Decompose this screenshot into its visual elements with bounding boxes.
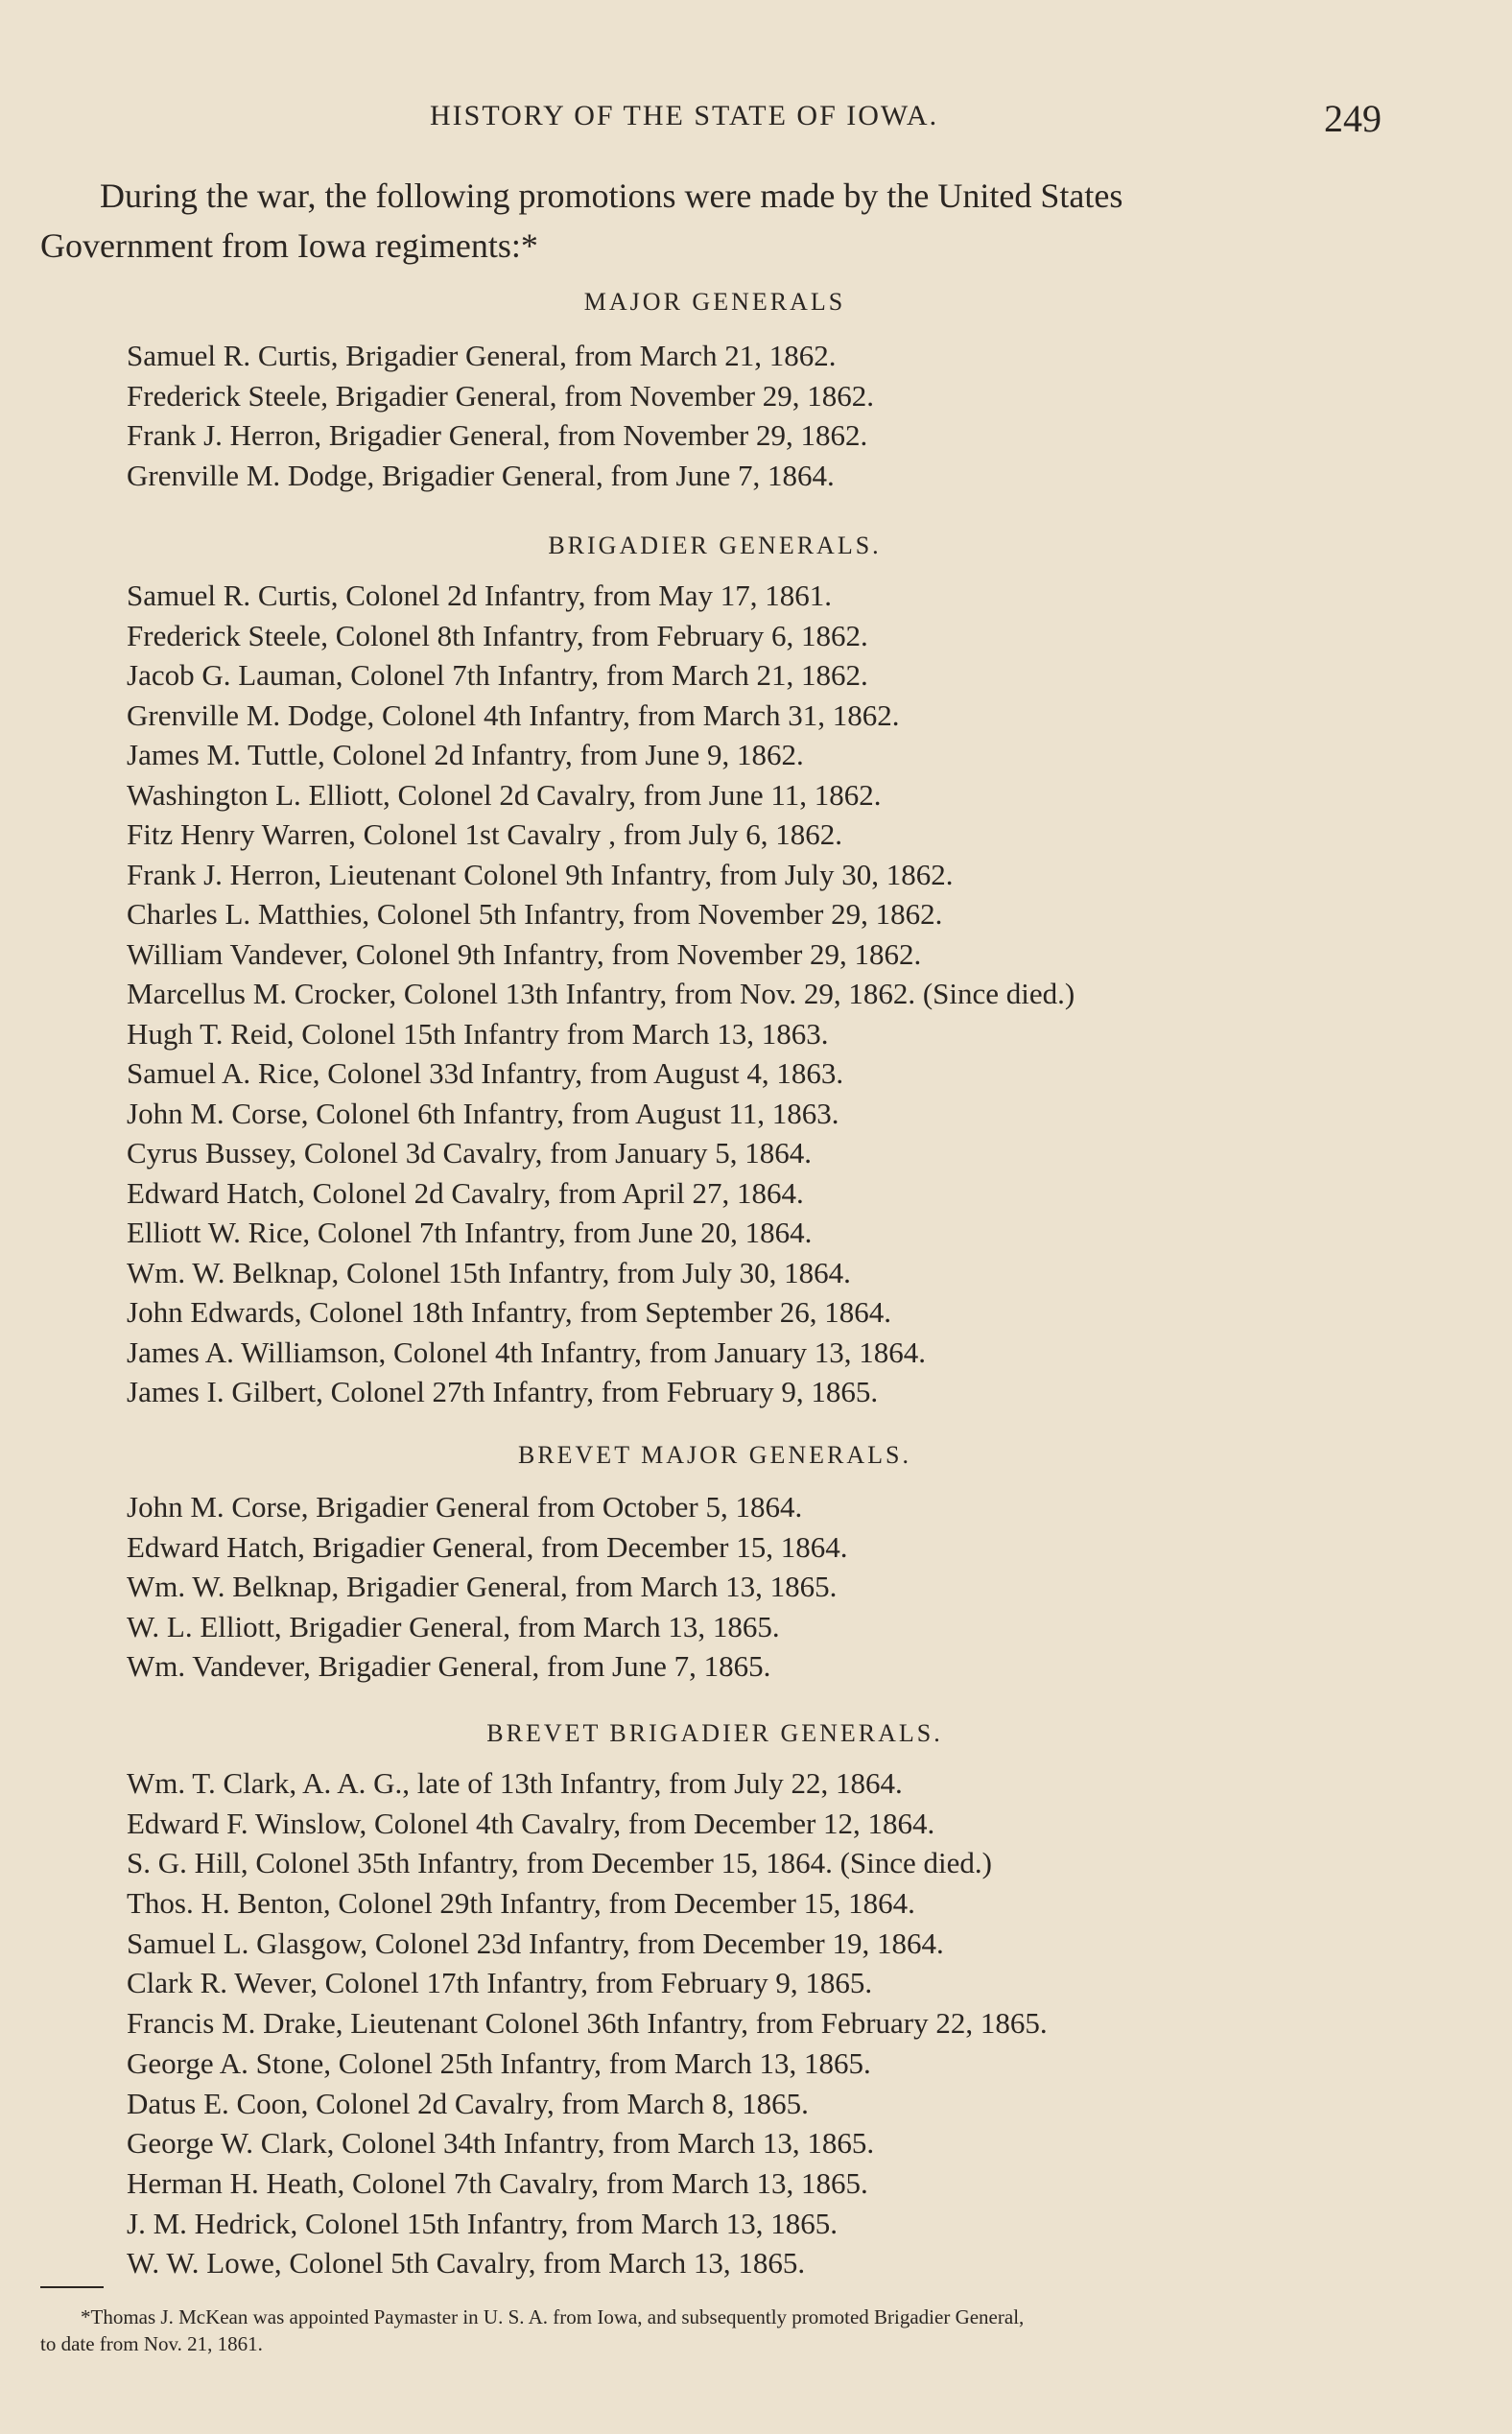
list-item: Cyrus Bussey, Colonel 3d Cavalry, from January 5, 1864. xyxy=(127,1136,813,1170)
list-item: James M. Tuttle, Colonel 2d Infantry, from June 9, 1862. xyxy=(127,738,804,771)
list-item: Frederick Steele, Brigadier General, from November 29, 1862. xyxy=(127,378,875,413)
intro-line: Government from Iowa regiments:* xyxy=(40,226,538,265)
page-number: 249 xyxy=(1324,97,1382,140)
list-item: Edward Hatch, Brigadier General, from December 15, 1864. xyxy=(127,1529,848,1564)
list-item: Frank J. Herron, Lieutenant Colonel 9th Infantry, from July 30, 1862. xyxy=(127,857,954,891)
footnote xyxy=(40,2304,1403,2357)
list-item: Wm. T. Clark, A. A. G., late of 13th Infantry, from July 22, 1864. xyxy=(127,1766,903,1800)
list-item: Wm. W. Belknap, Brigadier General, from March 13, 1865. xyxy=(127,1570,838,1603)
list-item: Samuel R. Curtis, Colonel 2d Infantry, from May 17, 1861. xyxy=(127,579,833,612)
list-item: Frank J. Herron, Brigadier General, from November 29, 1862. xyxy=(127,418,868,452)
list-item: Charles L. Matthies, Colonel 5th Infantry, from November 29, 1862. xyxy=(127,897,943,931)
list-item: Francis M. Drake, Lieutenant Colonel 36th Infantry, from February 22, 1865. xyxy=(127,2006,1048,2041)
list-item: William Vandever, Colonel 9th Infantry, from November 29, 1862. xyxy=(127,936,922,971)
running-title: HISTORY OF THE STATE OF IOWA. xyxy=(430,100,939,131)
list-item: George A. Stone, Colonel 25th Infantry, from March 13, 1865. xyxy=(127,2045,871,2080)
section-heading: MAJOR GENERALS xyxy=(583,288,846,316)
intro-paragraph xyxy=(40,171,1403,271)
list-item: Samuel L. Glasgow, Colonel 23d Infantry, from December 19, 1864. xyxy=(127,1926,944,1960)
list-item: James A. Williamson, Colonel 4th Infantry, from January 13, 1864. xyxy=(127,1335,927,1369)
list-item: Thos. H. Benton, Colonel 29th Infantry, from December 15, 1864. xyxy=(127,1886,915,1921)
list-item: Wm. W. Belknap, Colonel 15th Infantry, from July 30, 1864. xyxy=(127,1255,851,1289)
list-item: W. W. Lowe, Colonel 5th Cavalry, from March 13, 1865. xyxy=(127,2246,806,2280)
list-item: Jacob G. Lauman, Colonel 7th Infantry, from March 21, 1862. xyxy=(127,658,868,692)
running-head xyxy=(0,96,1512,142)
list-item: Grenville M. Dodge, Brigadier General, from June 7, 1864. xyxy=(127,458,835,492)
list-item: W. L. Elliott, Brigadier General, from March 13, 1865. xyxy=(127,1609,780,1643)
list-item: Datus E. Coon, Colonel 2d Cavalry, from March 8, 1865. xyxy=(127,2086,809,2120)
list-item: Marcellus M. Crocker, Colonel 13th Infantry, from Nov. 29, 1862. (Since died.) xyxy=(127,977,1075,1010)
entry-list xyxy=(127,336,874,495)
section-heading: BREVET MAJOR GENERALS. xyxy=(517,1441,912,1469)
entry-list xyxy=(127,1487,847,1687)
list-item: James I. Gilbert, Colonel 27th Infantry, from February 9, 1865. xyxy=(127,1375,879,1408)
footnote-rule xyxy=(40,2286,104,2288)
section-heading: BRIGADIER GENERALS. xyxy=(548,532,882,559)
footnote-line: *Thomas J. McKean was appointed Paymaster in U. S. A. from Iowa, and subsequently promoted Brigadier General, xyxy=(81,2305,1025,2328)
list-item: Elliott W. Rice, Colonel 7th Infantry, from June 20, 1864. xyxy=(127,1216,813,1249)
list-item: Grenville M. Dodge, Colonel 4th Infantry, from March 31, 1862. xyxy=(127,697,900,732)
list-item: Hugh T. Reid, Colonel 15th Infantry from March 13, 1863. xyxy=(127,1016,829,1051)
list-item: Samuel A. Rice, Colonel 33d Infantry, from August 4, 1863. xyxy=(127,1056,844,1090)
list-item: John M. Corse, Brigadier General from October 5, 1864. xyxy=(127,1490,803,1524)
list-item: Edward Hatch, Colonel 2d Cavalry, from April 27, 1864. xyxy=(127,1175,804,1210)
intro-line: During the war, the following promotions were made by the United States xyxy=(100,177,1123,215)
entry-list xyxy=(127,576,1075,1412)
list-item: John M. Corse, Colonel 6th Infantry, from August 11, 1863. xyxy=(127,1096,839,1130)
list-item: Washington L. Elliott, Colonel 2d Cavalry, from June 11, 1862. xyxy=(127,777,882,812)
entry-list xyxy=(127,1763,1048,2283)
list-item: J. M. Hedrick, Colonel 15th Infantry, from March 13, 1865. xyxy=(127,2206,838,2240)
list-item: Edward F. Winslow, Colonel 4th Cavalry, from December 12, 1864. xyxy=(127,1806,935,1840)
list-item: Herman H. Heath, Colonel 7th Cavalry, from March 13, 1865. xyxy=(127,2165,868,2200)
footnote-line: to date from Nov. 21, 1861. xyxy=(40,2332,263,2355)
list-item: Wm. Vandever, Brigadier General, from June 7, 1865. xyxy=(127,1649,771,1683)
section-heading: BREVET BRIGADIER GENERALS. xyxy=(486,1719,943,1747)
list-item: Frederick Steele, Colonel 8th Infantry, from February 6, 1862. xyxy=(127,618,868,652)
list-item: Clark R. Wever, Colonel 17th Infantry, from February 9, 1865. xyxy=(127,1966,873,2000)
list-item: John Edwards, Colonel 18th Infantry, from September 26, 1864. xyxy=(127,1295,891,1329)
list-item: Samuel R. Curtis, Brigadier General, from March 21, 1862. xyxy=(127,339,837,372)
list-item: George W. Clark, Colonel 34th Infantry, from March 13, 1865. xyxy=(127,2126,875,2161)
list-item: S. G. Hill, Colonel 35th Infantry, from December 15, 1864. (Since died.) xyxy=(127,1846,992,1880)
list-item: Fitz Henry Warren, Colonel 1st Cavalry , from July 6, 1862. xyxy=(127,817,842,851)
